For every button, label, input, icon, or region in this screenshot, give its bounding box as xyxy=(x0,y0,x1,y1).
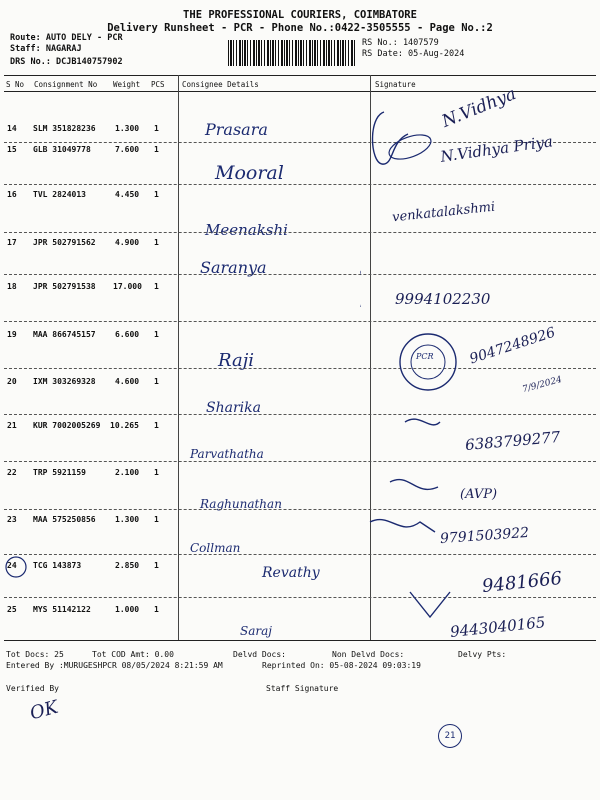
column-divider xyxy=(178,75,179,640)
row-pcs: 1 xyxy=(154,421,159,430)
row-consignment: IXM 303269328 xyxy=(33,377,96,386)
consignee-name: Saraj xyxy=(240,624,272,638)
row-consignment: TCG 143873 xyxy=(33,561,82,570)
row-consignment: MAA 575250856 xyxy=(33,515,96,524)
recipient-signature: 9443040165 xyxy=(449,613,547,641)
row-weight: 2.100 xyxy=(115,468,140,477)
row-sno: 20 xyxy=(7,377,17,386)
row-sno: 23 xyxy=(7,515,17,524)
stamp-label: PCR xyxy=(416,352,434,361)
row-sno: 14 xyxy=(7,124,17,133)
row-consignment: TVL 2824013 xyxy=(33,190,86,199)
recipient-signature: N.Vidhya xyxy=(439,84,520,132)
row-weight: 7.600 xyxy=(115,145,140,154)
consignee-name: Raji xyxy=(218,350,255,371)
row-consignment: JPR 502791562 xyxy=(33,238,96,247)
recipient-signature: 9994102230 xyxy=(395,290,491,308)
row-consignment: JPR 502791538 xyxy=(33,282,96,291)
row-sno: 19 xyxy=(7,330,17,339)
circle-mark-icon xyxy=(4,555,28,579)
row-pcs: 1 xyxy=(154,282,159,291)
verified-by-label: Verified By xyxy=(6,684,59,693)
header-consignee: Consignee Details xyxy=(182,80,259,89)
date-note: 7/9/2024 xyxy=(521,374,564,396)
row-sno: 17 xyxy=(7,238,17,247)
company-title: THE PROFESSIONAL COURIERS, COIMBATORE xyxy=(183,9,417,21)
barcode-icon xyxy=(228,40,356,66)
row-pcs: 1 xyxy=(154,377,159,386)
row-weight: 17.000 xyxy=(113,282,142,291)
row-weight: 2.850 xyxy=(115,561,140,570)
staff-signature-label: Staff Signature xyxy=(266,684,339,693)
row-sno: 22 xyxy=(7,468,17,477)
table-top-rule xyxy=(4,75,596,76)
row-pcs: 1 xyxy=(154,145,159,154)
row-weight: 4.900 xyxy=(115,238,140,247)
delivery-points: Delvy Pts: xyxy=(458,650,507,659)
route-label: Route: AUTO DELY - PCR xyxy=(10,33,123,43)
row-sno: 18 xyxy=(7,282,17,291)
drs-number: DRS No.: DCJB140757902 xyxy=(10,57,123,67)
row-weight: 4.450 xyxy=(115,190,140,199)
row-sno: 15 xyxy=(7,145,17,154)
recipient-signature: 6383799277 xyxy=(464,427,562,455)
row-pcs: 1 xyxy=(154,330,159,339)
consignee-name: Parvathatha xyxy=(190,447,264,461)
consignee-name: Meenakshi xyxy=(205,221,288,239)
consignee-name: Sharika xyxy=(206,400,261,416)
reprinted-on: Reprinted On: 05-08-2024 09:03:19 xyxy=(262,661,421,670)
row-sno: 16 xyxy=(7,190,17,199)
row-pcs: 1 xyxy=(154,515,159,524)
header-consignment: Consignment No xyxy=(34,80,98,89)
recipient-signature: 9047248926 xyxy=(467,324,558,368)
consignee-name: Revathy xyxy=(262,565,320,581)
consignee-name: Prasara xyxy=(205,120,268,139)
row-pcs: 1 xyxy=(154,124,159,133)
row-pcs: 1 xyxy=(154,561,159,570)
recipient-signature: N.Vidhya Priya xyxy=(439,132,554,166)
table-bottom-rule xyxy=(4,640,596,641)
recipient-signature: venkatalakshmi xyxy=(391,199,496,226)
row-sno: 21 xyxy=(7,421,17,430)
row-pcs: 1 xyxy=(154,605,159,614)
row-sno: 24 xyxy=(7,561,17,570)
row-sno: 25 xyxy=(7,605,17,614)
entered-by: Entered By :MURUGESHPCR 08/05/2024 8:21:59 AM xyxy=(6,661,223,670)
row-pcs: 1 xyxy=(154,190,159,199)
recipient-signature: 9481666 xyxy=(481,567,564,598)
runsheet-subtitle: Delivery Runsheet - PCR - Phone No.:0422-3505555 - Page No.:2 xyxy=(107,22,493,34)
recipient-signature: 9791503922 xyxy=(439,524,530,548)
rs-number: RS No.: 1407579 xyxy=(362,38,439,48)
row-weight: 4.600 xyxy=(115,377,140,386)
total-cod: Tot COD Amt: 0.00 xyxy=(92,650,174,659)
consignee-name: Saranya xyxy=(200,258,267,277)
row-weight: 6.600 xyxy=(115,330,140,339)
total-docs: Tot Docs: 25 xyxy=(6,650,64,659)
row-consignment: GLB 31049778 xyxy=(33,145,91,154)
delivered-docs: Delvd Docs: xyxy=(233,650,286,659)
consignee-name: Collman xyxy=(190,541,241,555)
non-delivered-docs: Non Delvd Docs: xyxy=(332,650,405,659)
row-consignment: SLM 351828236 xyxy=(33,124,96,133)
row-weight: 10.265 xyxy=(110,421,139,430)
header-sno: S No xyxy=(6,80,25,89)
header-signature: Signature xyxy=(375,80,416,89)
consignee-name: Raghunathan xyxy=(200,497,282,511)
staff-label: Staff: NAGARAJ xyxy=(10,44,82,54)
rs-date: RS Date: 05-Aug-2024 xyxy=(362,49,465,59)
row-weight: 1.300 xyxy=(115,124,140,133)
page-circle-mark: 21 xyxy=(438,724,462,748)
row-weight: 1.000 xyxy=(115,605,140,614)
row-consignment: MYS 51142122 xyxy=(33,605,91,614)
row-weight: 1.300 xyxy=(115,515,140,524)
verifier-initials: OK xyxy=(27,696,61,725)
row-consignment: KUR 7002005269 xyxy=(33,421,101,430)
recipient-signature: (AVP) xyxy=(460,487,498,502)
header-weight: Weight xyxy=(113,80,141,89)
consignee-name: Mooral xyxy=(215,162,284,184)
row-consignment: TRP 5921159 xyxy=(33,468,86,477)
header-pcs: PCS xyxy=(151,80,165,89)
row-consignment: MAA 866745157 xyxy=(33,330,96,339)
row-pcs: 1 xyxy=(154,468,159,477)
row-pcs: 1 xyxy=(154,238,159,247)
pen-annotations xyxy=(360,92,600,640)
